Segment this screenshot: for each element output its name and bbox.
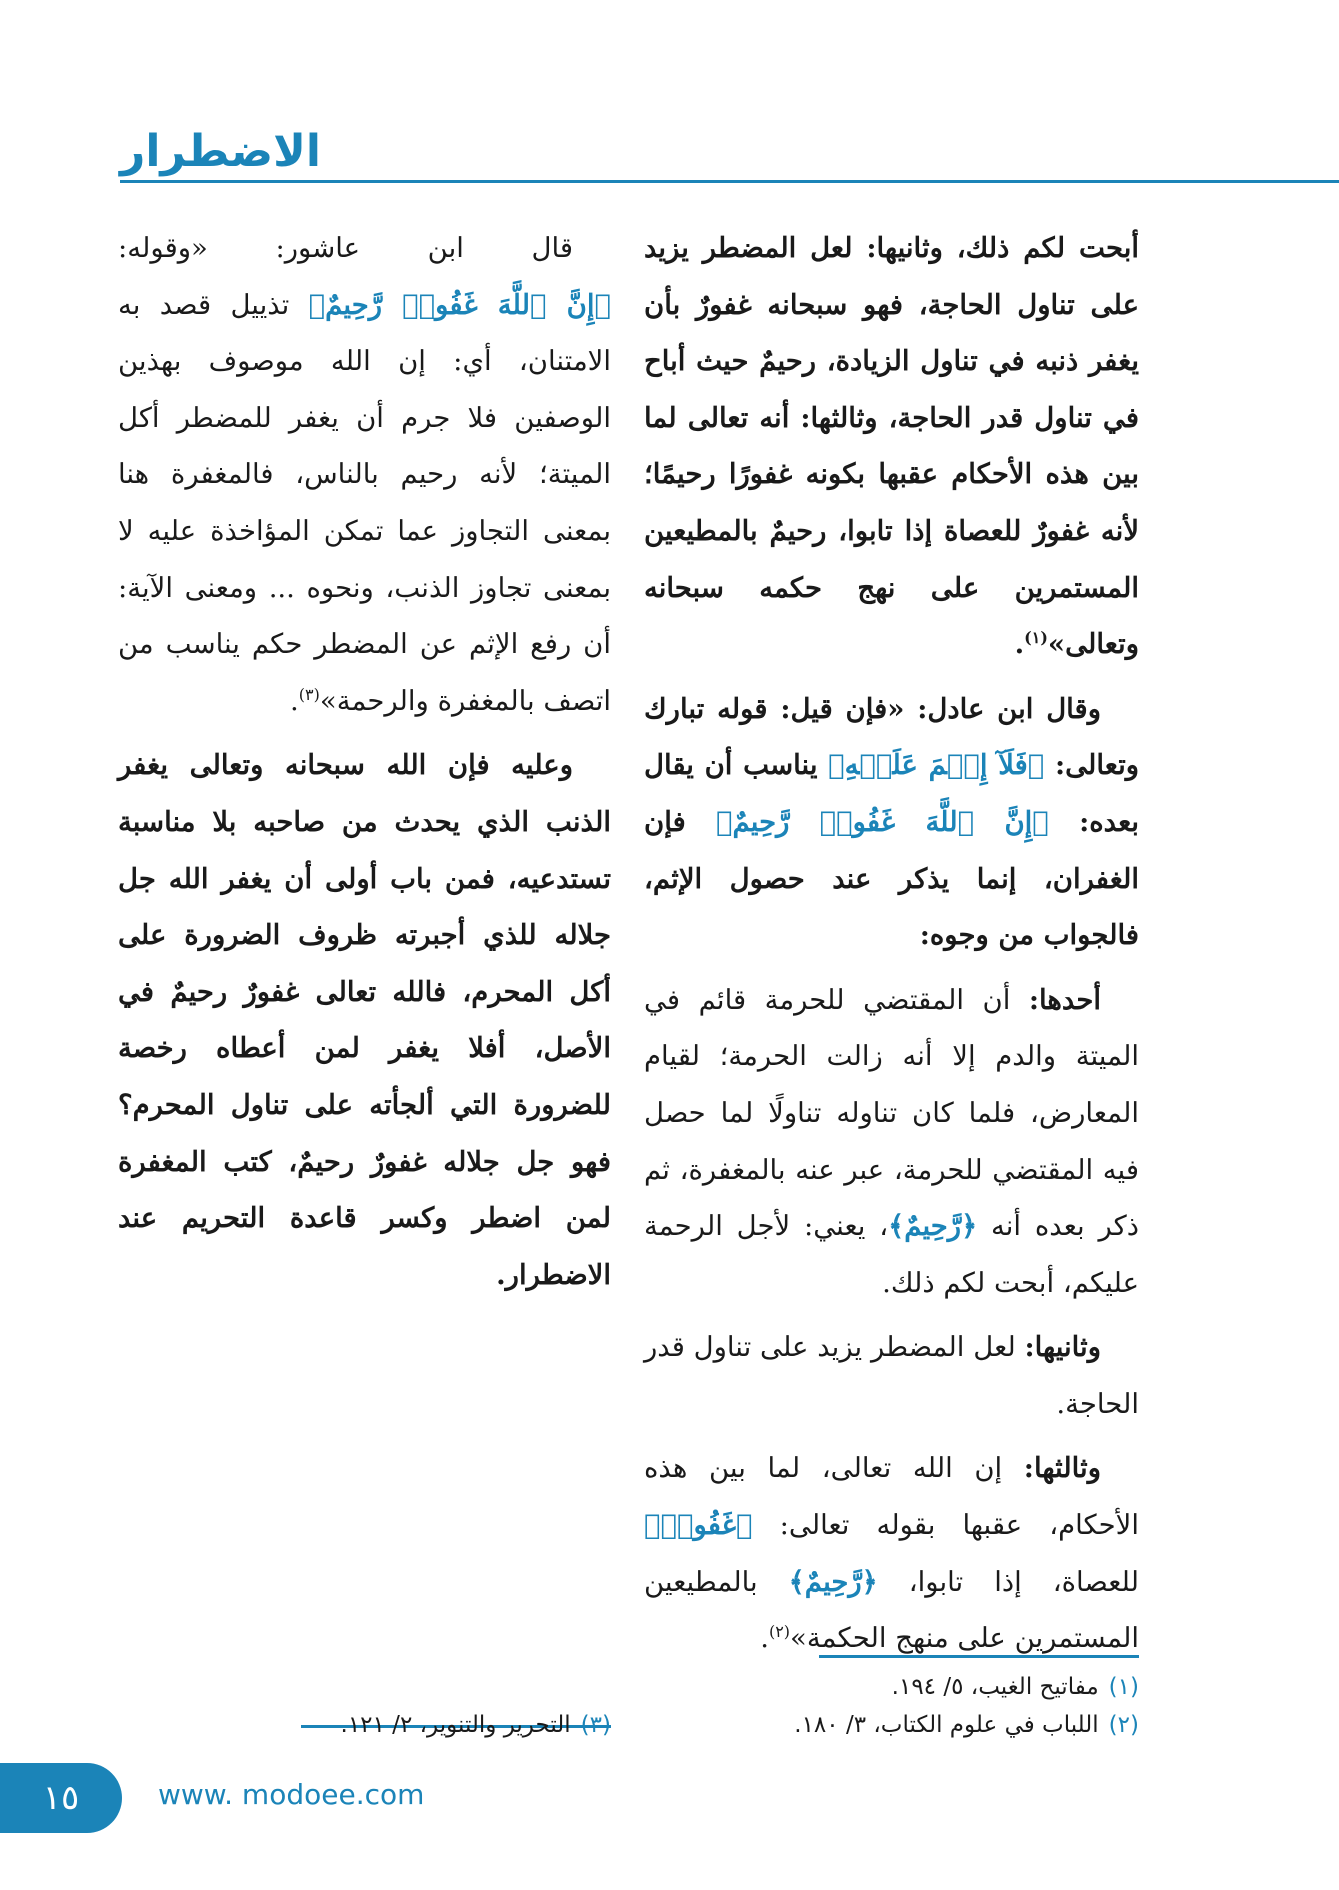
quran-verse: ﴿رَّحِيمٌ﴾	[788, 1565, 878, 1598]
footnote-text: مفاتيح الغيب، ٥/ ١٩٤.	[891, 1674, 1099, 1700]
page-number: ١٥	[42, 1778, 80, 1818]
paragraph-text: وقال ابن عادل: «فإن قيل: قوله تبارك وتعالى:	[644, 692, 1140, 782]
footnote-number: (٣)	[580, 1712, 611, 1738]
quran-verse: ﴿غَفُورٞ﴾	[644, 1509, 753, 1542]
punctuation: .	[760, 1622, 769, 1655]
left-column	[118, 220, 611, 1311]
paragraph	[644, 972, 1139, 1312]
paragraph-lead: وثالثها:	[1023, 1452, 1101, 1485]
paragraph	[644, 1440, 1139, 1666]
paragraph-text: فإن الغفران، إنما يذكر عند حصول الإثم، فالجواب من وجوه:	[644, 805, 1139, 952]
paragraph-text: للعصاة، إذا تابوا،	[877, 1565, 1139, 1598]
footnote-ref[interactable]: (١)	[1024, 628, 1048, 647]
paragraph-text: تذييل قصد به الامتنان، أي: إن الله موصوف بهذين الوصفين فلا جرم أن يغفر للمضطر أكل الميتة؛ لأنه رحيم بالناس، فالمغفرة هنا بمعنى التجاوز عما تمكن المؤاخذة عليه لا بمعنى تجاوز الذنب، ونحوه ... ومعنى الآية: أن رفع الإثم عن المضطر حكم يناسب من اتصف بالمغفرة والرحمة»	[118, 288, 611, 717]
footnote-ref[interactable]: (٢)	[768, 1622, 791, 1642]
punctuation: .	[290, 684, 299, 717]
paragraph-text: ، يعني: لأجل الرحمة عليكم، أبحت لكم ذلك.	[644, 1210, 1139, 1299]
footnote-number: (٢)	[1108, 1712, 1139, 1738]
paragraph	[644, 220, 1139, 673]
footnote-ref[interactable]: (٣)	[298, 684, 320, 704]
paragraph	[644, 1319, 1139, 1432]
website-link[interactable]: www. modoee.com	[158, 1778, 425, 1811]
paragraph-text: وعليه فإن الله سبحانه وتعالى يغفر الذنب الذي يحدث من صاحبه بلا مناسبة تستدعيه، فمن باب أولى أن يغفر الله جل جلاله للذي أجبرته ظروف الضرورة على أكل المحرم، فالله تعالى غفورٌ رحيمٌ في الأصل، أفلا يغفر لمن أعطاه رخصة للضرورة التي ألجأته على تناول المحرم؟ فهو جل جلاله غفورٌ رحيمٌ، كتب المغفرة لمن اضطر وكسر قاعدة التحريم عند الاضطرار.	[118, 749, 611, 1291]
paragraph-text: أن المقتضي للحرمة قائم في الميتة والدم إلا أنه زالت الحرمة؛ لقيام المعارض، فلما كان تناوله تناولًا لما حصل فيه المقتضي للحرمة، عبر عنه بالمغفرة، ثم ذكر بعده أنه	[644, 983, 1139, 1243]
paragraph-lead: أحدها:	[1028, 983, 1101, 1016]
quran-verse: ﴿إِنَّ ٱللَّهَ غَفُورٞ رَّحِيمٌ﴾	[308, 288, 611, 321]
quran-verse: ﴿إِنَّ ٱللَّهَ غَفُورٞ رَّحِيمٌ﴾	[716, 805, 1049, 838]
paragraph-lead: وثانيها:	[1024, 1331, 1101, 1364]
page-header	[120, 120, 1339, 183]
paragraph	[118, 220, 611, 729]
page-number-tab	[0, 1763, 122, 1833]
paragraph-text: إن الله تعالى، لما بين هذه الأحكام، عقبها بقوله تعالى:	[644, 1452, 1139, 1542]
footnote-item	[644, 1668, 1139, 1706]
paragraph-text: لعل المضطر يزيد على تناول قدر الحاجة.	[644, 1331, 1139, 1420]
chapter-title: الاضطرار	[120, 126, 322, 177]
paragraph-text: قال ابن عاشور: «وقوله:	[118, 232, 573, 264]
footnote-text: اللباب في علوم الكتاب، ٣/ ١٨٠.	[794, 1712, 1099, 1738]
footnotes-left	[118, 1706, 611, 1744]
quran-verse: ﴿رَّحِيمٌ﴾	[888, 1210, 978, 1243]
paragraph-text: يناسب أن يقال بعده:	[644, 749, 1139, 838]
footnote-number: (١)	[1108, 1674, 1139, 1700]
paragraph-text: بالمطيعين المستمرين على منهج الحكمة»	[644, 1565, 1139, 1655]
footnote-item	[644, 1706, 1139, 1744]
right-column	[644, 220, 1139, 1675]
punctuation: .	[1014, 628, 1025, 661]
footnote-item	[118, 1706, 611, 1744]
paragraph	[118, 737, 611, 1303]
quran-verse: ﴿فَلَآ إِثۡمَ عَلَيۡهِ﴾	[828, 749, 1045, 782]
footnote-text: التحرير والتنوير، ٢/ ١٢١.	[340, 1712, 571, 1738]
paragraph	[644, 681, 1139, 964]
paragraph-text: أبحت لكم ذلك، وثانيها: لعل المضطر يزيد على تناول الحاجة، فهو سبحانه غفورٌ بأن يغفر ذنبه في تناول الزيادة، رحيمٌ حيث أباح في تناول قدر الحاجة، وثالثها: أنه تعالى لما بين هذه الأحكام عقبها بكونه غفورًا رحيمًا؛ لأنه غفورٌ للعصاة إذا تابوا، رحيمٌ بالمطيعين المستمرين على نهج حكمه سبحانه وتعالى»	[644, 232, 1139, 661]
footnote-divider	[819, 1655, 1139, 1658]
footnotes-right	[644, 1668, 1139, 1744]
